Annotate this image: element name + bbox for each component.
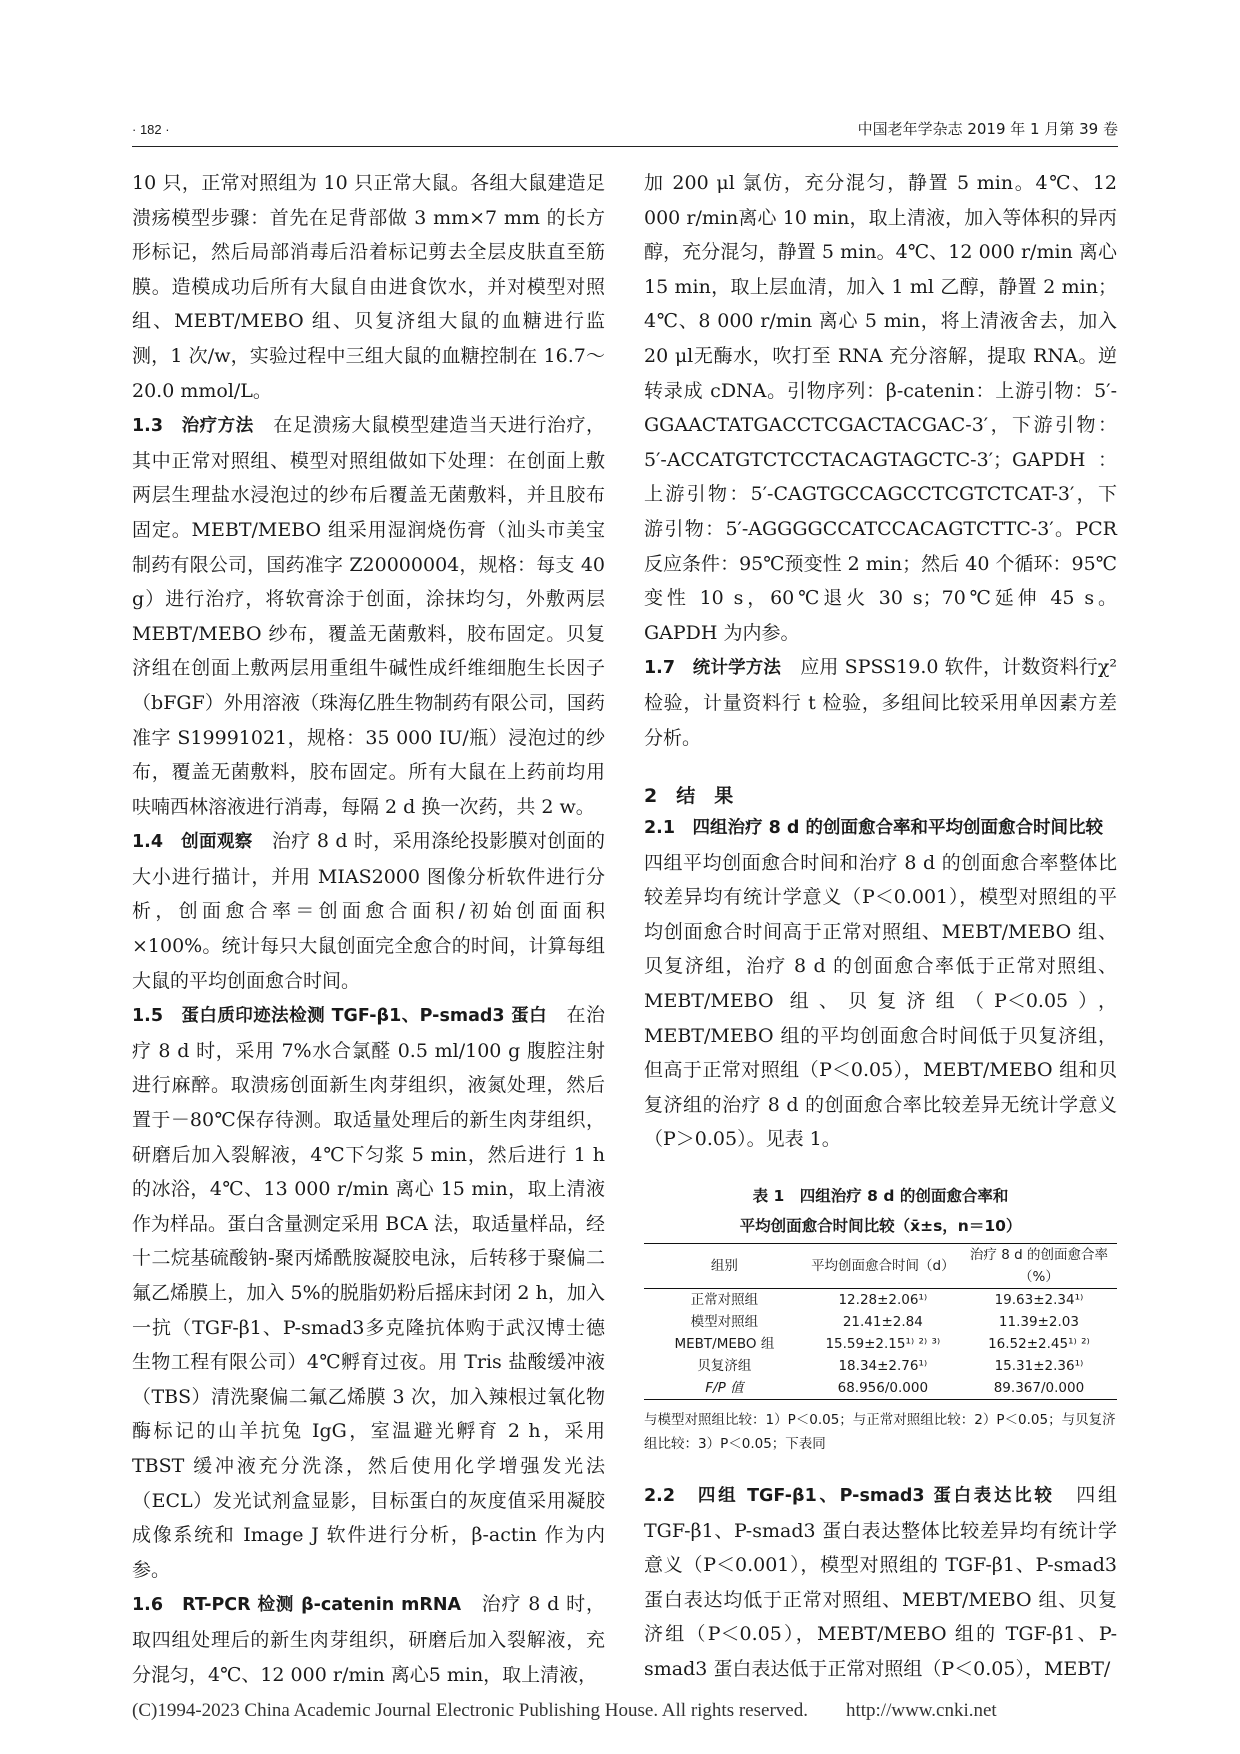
table-note: 与模型对照组比较：1）P＜0.05；与正常对照组比较：2）P＜0.05；与贝复济组比较：3）P＜0.05；下表同 bbox=[644, 1412, 1116, 1453]
page-header bbox=[132, 118, 1118, 142]
table-row bbox=[644, 1311, 1117, 1333]
table-cell: 11.39±2.03 bbox=[998, 1314, 1079, 1331]
page-number: · 182 · bbox=[132, 122, 170, 137]
journal-info: 中国老年学杂志 2019 年 1 月第 39 卷 bbox=[857, 120, 1118, 138]
section-body: 四组 TGF-β1、P-smad3 蛋白表达整体比较差异均有统计学意义（P＜0.001），模型对照组的 TGF-β1、P-smad3 蛋白表达均低于正常对照组、MEBT/MEBO 组、贝复济组（P＜0.05），MEBT/MEBO 组的 TGF-β1、P-smad3 蛋白表达低于正常对照组（P＜0.05），MEBT/ bbox=[644, 1484, 1117, 1680]
table-cell: F/P 值 bbox=[644, 1377, 805, 1400]
table-cell: 正常对照组 bbox=[690, 1292, 759, 1309]
table-cell: MEBT/MEBO 组 bbox=[674, 1336, 775, 1353]
section-heading: 1.5 蛋白质印迹法检测 TGF-β1、P-smad3 蛋白 bbox=[132, 1006, 548, 1027]
table-title bbox=[644, 1181, 1117, 1241]
section-body: 治疗 8 d 时，采用涤纶投影膜对创面的大小进行描计，并用 MIAS2000 图像分析软件进行分析，创面愈合率＝创面愈合面积/初始创面面积×100%。统计每只大鼠创面完全愈合的时间，计算每组大鼠的平均创面愈合时间。 bbox=[132, 830, 605, 992]
table-header-time: 平均创面愈合时间（d） bbox=[805, 1244, 961, 1289]
header-rule bbox=[132, 146, 1118, 147]
table-cell: 模型对照组 bbox=[690, 1314, 759, 1331]
table-cell: 68.956/0.000 bbox=[805, 1377, 961, 1400]
table-row bbox=[644, 1355, 1117, 1377]
paragraph bbox=[644, 1478, 1117, 1687]
table-cell: 18.34±2.76¹⁾ bbox=[838, 1358, 928, 1375]
section-heading: 2.1 四组治疗 8 d 的创面愈合率和平均创面愈合时间比较 bbox=[644, 818, 1103, 839]
section-body: 在治疗 8 d 时，采用 7%水合氯醛 0.5 ml/100 g 腹腔注射进行麻醉。取溃疡创面新生肉芽组织，液氮处理，然后置于－80℃保存待测。取适量处理后的新生肉芽组织，研磨后加入裂解液，4℃下匀浆 5 min，然后进行 1 h 的冰浴，4℃、13 000 r/min 离心 15 min，取上清液作为样品。蛋白含量测定采用 BCA 法，取适量样品，经十二烷基硫酸钠-聚丙烯酰胺凝胶电泳，后转移于聚偏二氟乙烯膜上，加入 5%的脱脂奶粉后摇床封闭 2 h，加入一抗（TGF-β1、P-smad3多克隆抗体购于武汉博士德生物工程有限公司）4℃孵育过夜。用 Tris 盐酸缓冲液（TBS）清洗聚偏二氟乙烯膜 3 次，加入辣根过氧化物酶标记的山羊抗兔 IgG，室温避光孵育 2 h，采用 TBST 缓冲液充分洗涤，然后使用化学增强发光法（ECL）发光试剂盒显影，目标蛋白的灰度值采用凝胶成像系统和 Image J 软件进行分析，β-actin 作为内参。 bbox=[132, 1004, 605, 1581]
left-column bbox=[132, 166, 605, 1692]
table-row bbox=[644, 1333, 1117, 1355]
table-row bbox=[644, 1289, 1117, 1312]
section-body: 应用 SPSS19.0 软件，计数资料行χ² 检验，计量资料行 t 检验，多组间比较采用单因素方差分析。 bbox=[644, 656, 1117, 749]
results-heading: 2 结 果 bbox=[644, 785, 734, 808]
paragraph: 加 200 μl 氯仿，充分混匀，静置 5 min。4℃、12 000 r/min离心 10 min，取上清液，加入等体积的异丙醇，充分混匀，静置 5 min。4℃、12 000 r/min 离心 15 min，取上层血清，加入 1 ml 乙醇，静置 2 min；4℃、8 000 r/min 离心 5 min，将上清液舍去，加入20 μl无酶水，吹打至 RNA 充分溶解，提取 RNA。逆转录成 cDNA。引物序列：β-catenin：上游引物：5′-GGAACTATGACCTCGACTACGAC-3′，下游引物：5′-ACCATGTCTCCTACAGTAGCTC-3′；GAPDH：上游引物：5′-CAGTGCCAGCCTCGTCTCAT-3′，下游引物：5′-AGGGGCCATCCACAGTCTTC-3′。PCR 反应条件：95℃预变性 2 min；然后 40 个循环：95℃变性 10 s，60℃退火 30 s；70℃延伸 45 s。GAPDH 为内参。 bbox=[644, 172, 1117, 644]
section-body: 治疗 8 d 时，取四组处理后的新生肉芽组织，研磨后加入裂解液，充分混匀，4℃、12 000 r/min 离心5 min，取上清液， bbox=[132, 1593, 605, 1686]
table-row bbox=[644, 1377, 1117, 1400]
paragraph: 10 只，正常对照组为 10 只正常大鼠。各组大鼠建造足溃疡模型步骤：首先在足背部做 3 mm×7 mm 的长方形标记，然后局部消毒后沿着标记剪去全层皮肤直至筋膜。造模成功后所有大鼠自由进食饮水，并对模型对照组、MEBT/MEBO 组、贝复济组大鼠的血糖进行监测，1 次/w，实验过程中三组大鼠的血糖控制在 16.7～20.0 mmol/L。 bbox=[132, 172, 605, 402]
table-header-rate: 治疗 8 d 的创面愈合率（%） bbox=[961, 1244, 1117, 1289]
section-heading: 1.3 治疗方法 bbox=[132, 416, 254, 437]
section-heading: 1.7 统计学方法 bbox=[644, 658, 782, 679]
paragraph bbox=[132, 824, 605, 998]
paragraph bbox=[644, 810, 1122, 1157]
section-body: 四组平均创面愈合时间和治疗 8 d 的创面愈合率整体比较差异均有统计学意义（P＜0.001），模型对照组的平均创面愈合时间高于正常对照组、MEBT/MEBO 组、贝复济组，治疗 8 d 的创面愈合率低于正常对照组、MEBT/MEBO 组、贝复济组（P＜0.05），MEBT/MEBO 组的平均创面愈合时间低于贝复济组，但高于正常对照组（P＜0.05），MEBT/MEBO 组和贝复济组的治疗 8 d 的创面愈合率比较差异无统计学意义（P＞0.05）。见表 1。 bbox=[644, 816, 1122, 1151]
section-heading: 2.2 四组 TGF-β1、P-smad3 蛋白表达比较 bbox=[644, 1486, 1055, 1507]
table-header-group: 组别 bbox=[644, 1244, 805, 1289]
results-table bbox=[644, 1243, 1117, 1400]
table-cell: 21.41±2.84 bbox=[842, 1314, 923, 1331]
paragraph bbox=[132, 1587, 605, 1692]
table-cell: 15.31±2.36¹⁾ bbox=[994, 1358, 1084, 1375]
paragraph bbox=[132, 408, 605, 824]
table-cell: 贝复济组 bbox=[697, 1358, 752, 1375]
table-cell: 16.52±2.45¹⁾ ²⁾ bbox=[988, 1336, 1090, 1353]
table-title-line: 表 1 四组治疗 8 d 的创面愈合率和 bbox=[752, 1187, 1009, 1206]
paragraph bbox=[132, 998, 605, 1587]
section-heading: 1.4 创面观察 bbox=[132, 832, 253, 853]
section-heading: 1.6 RT-PCR 检测 β-catenin mRNA bbox=[132, 1595, 462, 1616]
table-cell: 89.367/0.000 bbox=[961, 1377, 1117, 1400]
right-column bbox=[644, 166, 1122, 1687]
table-cell: 19.63±2.34¹⁾ bbox=[994, 1292, 1084, 1309]
section-body: 在足溃疡大鼠模型建造当天进行治疗，其中正常对照组、模型对照组做如下处理：在创面上敷两层生理盐水浸泡过的纱布后覆盖无菌敷料，并且胶布固定。MEBT/MEBO 组采用湿润烧伤膏（汕头市美宝制药有限公司，国药准字 Z20000004，规格：每支 40 g）进行治疗，将软膏涂于创面，涂抹均匀，外敷两层 MEBT/MEBO 纱布，覆盖无菌敷料，胶布固定。贝复济组在创面上敷两层用重组牛碱性成纤维细胞生长因子（bFGF）外用溶液（珠海亿胜生物制药有限公司，国药准字 S19991021，规格：35 000 IU/瓶）浸泡过的纱布，覆盖无菌敷料，胶布固定。所有大鼠在上药前均用呋喃西林溶液进行消毒，每隔 2 d 换一次药，共 2 w。 bbox=[132, 414, 605, 818]
table-cell: 12.28±2.06¹⁾ bbox=[838, 1292, 928, 1309]
paragraph bbox=[644, 650, 1117, 755]
copyright-footer: (C)1994-2023 China Academic Journal Electronic Publishing House. All rights reserved. http://www.cnki.net bbox=[132, 1700, 997, 1721]
table-title-line: 平均创面愈合时间比较（x̄±s，n＝10） bbox=[739, 1217, 1022, 1236]
table-cell: 15.59±2.15¹⁾ ²⁾ ³⁾ bbox=[825, 1336, 941, 1353]
